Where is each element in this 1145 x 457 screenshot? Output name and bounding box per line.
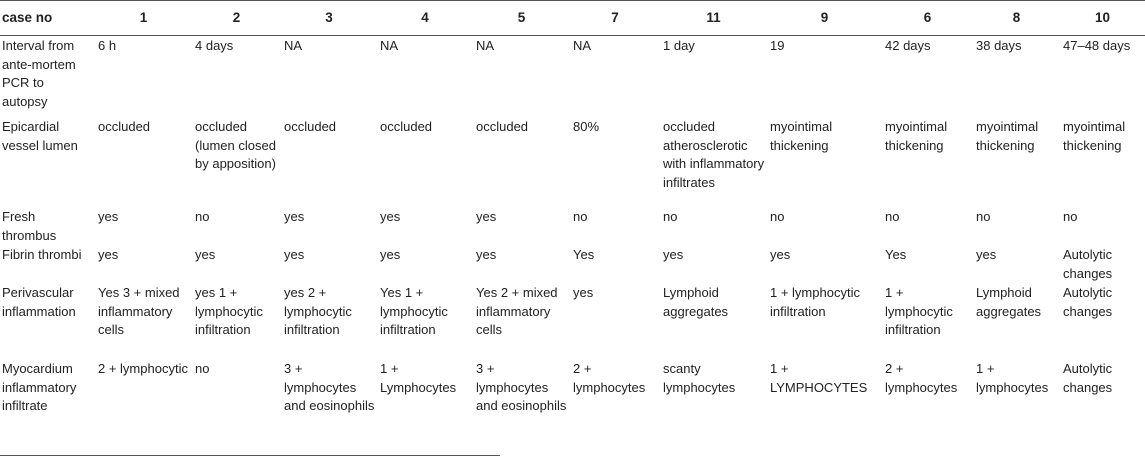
table-cell: occluded (lumen closed by apposition) xyxy=(195,119,276,171)
header-case-10: 10 xyxy=(1060,1,1145,36)
row-label: Fresh thrombus xyxy=(2,209,57,243)
table-cell: 1 + lymphocytic infiltration xyxy=(885,285,953,337)
header-case-5: 5 xyxy=(473,1,570,36)
table-bottom-rule xyxy=(0,455,500,456)
table-cell: no xyxy=(885,209,900,224)
table-cell: Autolytic changes xyxy=(1063,285,1113,319)
table-cell: 80% xyxy=(573,119,600,134)
table-cell: occluded xyxy=(380,119,433,134)
header-case-8: 8 xyxy=(973,1,1060,36)
table-cell: 38 days xyxy=(976,38,1022,53)
header-case-11: 11 xyxy=(660,1,767,36)
table-cell: yes xyxy=(98,209,119,224)
row-perivascular-inflammation xyxy=(0,283,1145,359)
table-cell: 42 days xyxy=(885,38,931,53)
table-cell: occluded xyxy=(98,119,151,134)
row-label: Fibrin thrombi xyxy=(2,247,82,262)
table-cell: yes xyxy=(284,209,305,224)
table-cell: yes xyxy=(98,247,119,262)
table-cell: 2 + lymphocytic xyxy=(98,361,188,376)
table-cell: occluded atherosclerotic with inflammatory infiltrates xyxy=(663,119,765,190)
table-cell: 47–48 days xyxy=(1063,38,1131,53)
header-case-6: 6 xyxy=(882,1,973,36)
table-cell: occluded xyxy=(476,119,529,134)
table-cell: Yes 3 + mixed inflammatory cells xyxy=(98,285,180,337)
table-cell: yes xyxy=(476,247,497,262)
table-cell: 2 + lymphocytes xyxy=(885,361,958,395)
table-cell: NA xyxy=(380,38,399,53)
table-cell: no xyxy=(976,209,991,224)
row-fresh-thrombus xyxy=(0,207,1145,245)
table-cell: yes xyxy=(284,247,305,262)
row-fibrin-thrombi xyxy=(0,245,1145,283)
table-cell: 1 day xyxy=(663,38,695,53)
table-cell: yes xyxy=(770,247,791,262)
table-cell: 4 days xyxy=(195,38,234,53)
header-case-7: 7 xyxy=(570,1,660,36)
table-cell: Yes 1 + lymphocytic infiltration xyxy=(380,285,448,337)
table-cell: yes xyxy=(380,247,401,262)
table-cell: yes xyxy=(663,247,684,262)
table-cell: no xyxy=(663,209,678,224)
header-case-4: 4 xyxy=(377,1,473,36)
table-cell: Yes 2 + mixed inflammatory cells xyxy=(476,285,558,337)
row-label: Epicardial vessel lumen xyxy=(2,119,78,153)
table-cell: yes 1 + lymphocytic infiltration xyxy=(195,285,263,337)
header-case-no: case no xyxy=(0,1,95,36)
table-cell: 6 h xyxy=(98,38,117,53)
header-case-3: 3 xyxy=(281,1,377,36)
table-cell: Lymphoid aggregates xyxy=(976,285,1042,319)
row-label: Perivascular inflammation xyxy=(2,285,76,319)
table-cell: yes xyxy=(380,209,401,224)
table-cell: 1 + lymphocytes xyxy=(976,361,1049,395)
table-cell: Yes xyxy=(885,247,907,262)
table-cell: NA xyxy=(573,38,592,53)
table-cell: Lymphoid aggregates xyxy=(663,285,729,319)
table-cell: yes xyxy=(195,247,216,262)
row-label: Interval from ante-mortem PCR to autopsy xyxy=(2,38,76,109)
table-cell: myointimal thickening xyxy=(1063,119,1126,153)
table-cell: 2 + lymphocytes xyxy=(573,361,646,395)
table-cell: Autolytic changes xyxy=(1063,247,1113,281)
table-cell: NA xyxy=(284,38,303,53)
table-cell: NA xyxy=(476,38,495,53)
table-cell: yes xyxy=(976,247,997,262)
row-interval xyxy=(0,36,1145,118)
table-cell: 19 xyxy=(770,38,785,53)
table-cell: occluded xyxy=(284,119,337,134)
table-cell: Yes xyxy=(573,247,595,262)
header-case-9: 9 xyxy=(767,1,882,36)
row-myocardium-infiltrate xyxy=(0,359,1145,451)
table-cell: Autolytic changes xyxy=(1063,361,1113,395)
row-epicardial-lumen xyxy=(0,117,1145,207)
table-cell: 1 + lymphocytic infiltration xyxy=(770,285,860,319)
table-cell: yes xyxy=(476,209,497,224)
table-cell: 1 + Lymphocytes xyxy=(380,361,457,395)
table-cell: myointimal thickening xyxy=(770,119,833,153)
header-case-1: 1 xyxy=(95,1,192,36)
table-cell: no xyxy=(573,209,588,224)
header-row xyxy=(0,1,1145,36)
table-cell: no xyxy=(195,209,210,224)
table-cell: no xyxy=(1063,209,1078,224)
table-cell: myointimal thickening xyxy=(976,119,1039,153)
table-cell: scanty lymphocytes xyxy=(663,361,736,395)
table-cell: yes xyxy=(573,285,594,300)
table-cell: no xyxy=(770,209,785,224)
table-cell: myointimal thickening xyxy=(885,119,948,153)
table-cell: 3 + lymphocytes and eosinophils xyxy=(284,361,375,413)
table-cell: yes 2 + lymphocytic infiltration xyxy=(284,285,352,337)
table-cell: 1 + LYMPHOCYTES xyxy=(770,361,868,395)
row-label: Myocardium inflammatory infiltrate xyxy=(2,361,77,413)
table-cell: 3 + lymphocytes and eosinophils xyxy=(476,361,567,413)
header-case-2: 2 xyxy=(192,1,281,36)
table-cell: no xyxy=(195,361,210,376)
